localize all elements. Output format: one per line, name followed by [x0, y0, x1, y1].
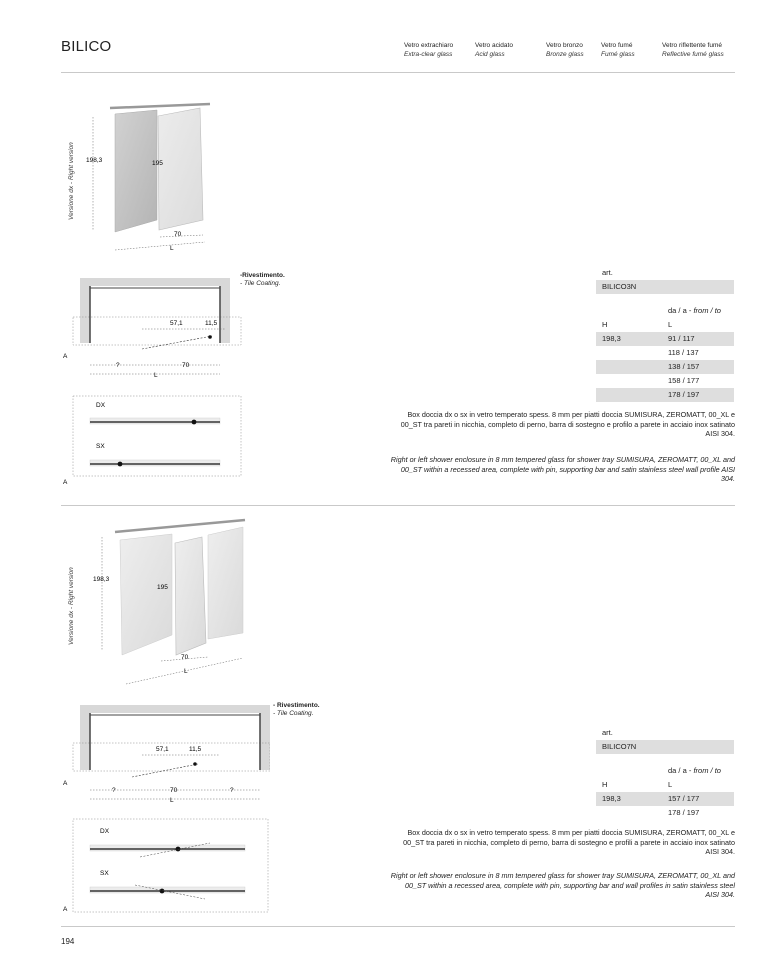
dim-70-label: 70: [182, 362, 190, 369]
art-code: BILICO7N: [596, 740, 734, 754]
section-divider: [61, 505, 735, 506]
dim-11-label: 11,5: [189, 746, 202, 753]
height-total-label: 198,3: [93, 576, 110, 583]
glass-type-reflective-fume: Vetro riflettente fumé Reflective fumé glass: [662, 42, 724, 58]
spec-table-bilico7n: [596, 726, 734, 820]
sx-pivot: [160, 889, 165, 894]
dim-57-label: 57,1: [170, 320, 183, 327]
description-en: Right or left shower enclosure in 8 mm tempered glass for shower tray SUMISURA, ZEROMATT, 00_XL and 00_ST within a recessed area, complete with pin, supporting bar and satin stainless steel wall profile AISI 304.: [390, 455, 735, 483]
length-label: L: [170, 245, 174, 252]
range-header: da / a - from / to: [668, 306, 721, 315]
spec-table-bilico3n: [596, 266, 734, 402]
dim-q-label: ?: [116, 362, 120, 369]
width-label: 70: [181, 654, 189, 661]
art-label: art.: [602, 268, 613, 277]
dim-57-label: 57,1: [156, 746, 169, 753]
art-code: BILICO3N: [596, 280, 734, 294]
description-it: Box doccia dx o sx in vetro temperato spess. 8 mm per piatti doccia SUMISURA, ZEROMATT, 00_XL e 00_ST tra pareti in nicchia, completo di perno, barra di sostegno e profili a parete in acciaio inox satinato AISI 304.: [403, 828, 735, 856]
pivot-point: [208, 335, 212, 339]
length-label: L: [184, 668, 188, 675]
version-label: Versione dx - Right version: [68, 567, 75, 645]
product-2-drawings: [60, 515, 270, 915]
description-it: Box doccia dx o sx in vetro temperato spess. 8 mm per piatti doccia SUMISURA, ZEROMATT, 00_XL e 00_ST tra pareti in nicchia, completo di perno, barra di sostegno e profilo a parete in acciaio inox satinato AISI 304.: [400, 410, 735, 438]
dim-header-row: H L: [602, 320, 673, 329]
art-label: art.: [602, 728, 613, 737]
dim-header-row: H L: [602, 780, 673, 789]
dim-q2-label: ?: [230, 787, 234, 794]
door-swing-line: [132, 764, 198, 777]
height-glass-label: 195: [157, 584, 168, 591]
support-bar: [110, 104, 210, 108]
pivot-glass-door: [158, 108, 203, 230]
table-row: 158 / 177: [668, 376, 700, 385]
version-label: Versione dx - Right version: [68, 142, 75, 220]
glass-type-acid: Vetro acidato Acid glass: [475, 42, 513, 58]
dim-l-label: L: [154, 372, 158, 379]
table-row: 138 / 157: [596, 360, 734, 374]
dim-l-label: L: [170, 797, 174, 804]
page-number: 194: [61, 937, 75, 946]
footer-divider: [61, 926, 735, 927]
section-a-label-2: A: [63, 906, 68, 913]
header-divider: [61, 72, 735, 73]
dx-pivot: [192, 420, 197, 425]
sx-label: SX: [100, 870, 109, 877]
dx-label: DX: [100, 828, 110, 835]
glass-type-bronze: Vetro bronzo Bronze glass: [546, 42, 584, 58]
range-header: da / a - from / to: [668, 766, 721, 775]
door-swing-line: [142, 336, 212, 349]
coating-note: - Rivestimento. - Tile Coating.: [273, 702, 320, 717]
dim-70-label: 70: [170, 787, 178, 794]
description-en: Right or left shower enclosure in 8 mm tempered glass for shower tray SUMISURA, ZEROMATT, 00_XL and 00_ST within a recessed area, complete with pin, supporting bar and wall profiles in satin stainless steel AISI 304.: [390, 871, 735, 899]
table-row: 118 / 137: [668, 348, 699, 357]
support-bar: [115, 520, 245, 532]
fixed-glass-right: [208, 527, 243, 639]
width-label: 70: [174, 231, 182, 238]
length-dim-line: [115, 242, 205, 250]
pivot-glass-door: [175, 537, 206, 655]
dim-q-label: ?: [112, 787, 116, 794]
dx-label: DX: [96, 402, 106, 409]
table-row: 198,3 91 / 117: [596, 332, 734, 346]
dim-11-label: 11,5: [205, 320, 218, 327]
table-row: 178 / 197: [596, 388, 734, 402]
table-row: 178 / 197: [668, 808, 700, 817]
section-a-label: A: [63, 780, 68, 787]
height-glass-label: 195: [152, 160, 163, 167]
pivot-point: [193, 762, 197, 766]
fixed-glass-left: [120, 534, 172, 655]
height-total-label: 198,3: [86, 157, 103, 164]
sx-pivot: [118, 462, 123, 467]
page-title: BILICO: [61, 38, 112, 55]
table-row: 198,3 157 / 177: [596, 792, 734, 806]
glass-type-extra-clear: Vetro extrachiaro Extra-clear glass: [404, 42, 454, 58]
width-dim-line: [160, 235, 203, 237]
product-1-drawings: [60, 90, 250, 500]
coating-note: -Rivestimento. - Tile Coating.: [240, 272, 285, 287]
section-a-label: A: [63, 353, 68, 360]
shower-tray-outline: [73, 743, 270, 771]
fixed-glass-panel: [115, 110, 157, 232]
section-a-label-2: A: [63, 479, 68, 486]
sx-label: SX: [96, 443, 105, 450]
glass-type-fume: Vetro fumé Fumé glass: [601, 42, 635, 58]
